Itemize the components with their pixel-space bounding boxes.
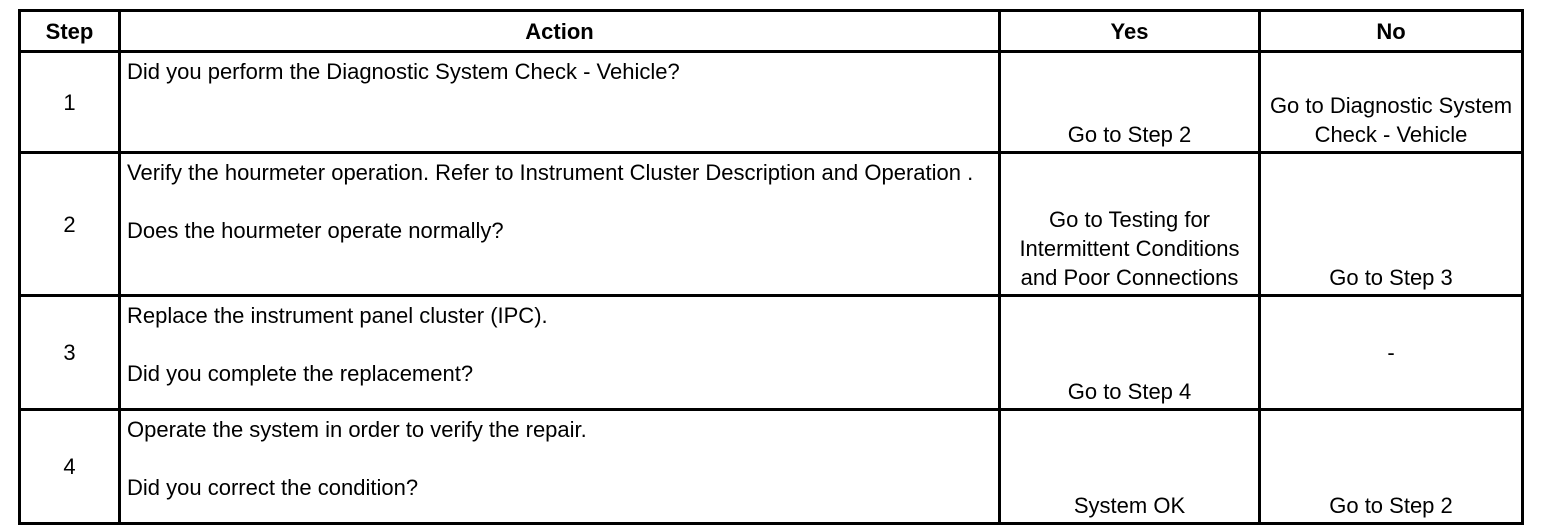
step-number: 1 xyxy=(20,52,120,153)
no-cell: - xyxy=(1260,296,1523,410)
table-row xyxy=(20,296,1523,410)
action-question: Does the hourmeter operate normally? xyxy=(127,218,504,243)
table-header xyxy=(20,11,1523,52)
action-cell xyxy=(120,410,1000,524)
no-cell: Go to Step 2 xyxy=(1260,410,1523,524)
yes-cell: System OK xyxy=(1000,410,1260,524)
yes-cell: Go to Testing for Intermittent Conditions and Poor Connections xyxy=(1000,153,1260,296)
spacer xyxy=(127,444,992,473)
spacer xyxy=(127,330,992,359)
action-cell xyxy=(120,296,1000,410)
diagnostic-table xyxy=(18,9,1524,525)
action-cell xyxy=(120,52,1000,153)
spacer xyxy=(127,187,992,216)
no-cell: Go to Diagnostic System Check - Vehicle xyxy=(1260,52,1523,153)
action-text: Did you perform the Diagnostic System Check - Vehicle? xyxy=(127,59,680,84)
table-body xyxy=(20,52,1523,524)
action-text: Verify the hourmeter operation. Refer to Instrument Cluster Description and Operation . xyxy=(127,160,974,185)
table-row xyxy=(20,410,1523,524)
no-cell: Go to Step 3 xyxy=(1260,153,1523,296)
yes-cell: Go to Step 4 xyxy=(1000,296,1260,410)
action-question: Did you correct the condition? xyxy=(127,475,419,500)
action-cell xyxy=(120,153,1000,296)
step-number: 2 xyxy=(20,153,120,296)
header-action: Action xyxy=(120,11,1000,52)
header-step: Step xyxy=(20,11,120,52)
step-number: 4 xyxy=(20,410,120,524)
header-row xyxy=(20,11,1523,52)
header-no: No xyxy=(1260,11,1523,52)
action-question: Did you complete the replacement? xyxy=(127,361,474,386)
table-row xyxy=(20,52,1523,153)
action-text: Operate the system in order to verify the repair. xyxy=(127,417,587,442)
header-yes: Yes xyxy=(1000,11,1260,52)
step-number: 3 xyxy=(20,296,120,410)
yes-cell: Go to Step 2 xyxy=(1000,52,1260,153)
action-text: Replace the instrument panel cluster (IPC). xyxy=(127,303,548,328)
table-row xyxy=(20,153,1523,296)
